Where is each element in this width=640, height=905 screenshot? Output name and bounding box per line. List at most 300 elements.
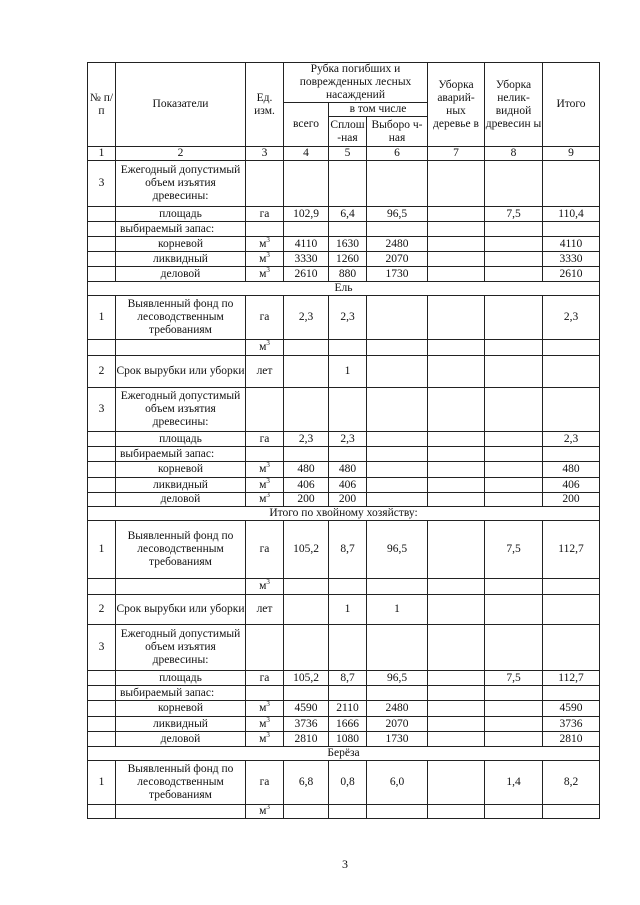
solid-cell: 1260 xyxy=(329,252,367,267)
indicator-cell: ликвидный xyxy=(116,252,246,267)
illiquid-cell xyxy=(485,462,543,478)
emergency-cell xyxy=(428,340,485,356)
indicator-cell xyxy=(116,579,246,595)
total-all-cell: 2610 xyxy=(284,267,329,282)
solid-cell xyxy=(329,579,367,595)
column-number: 4 xyxy=(284,147,329,161)
solid-cell xyxy=(329,447,367,462)
section-row xyxy=(88,747,600,761)
selective-cell xyxy=(367,161,428,207)
total-all-cell xyxy=(284,595,329,625)
illiquid-cell xyxy=(485,701,543,717)
indicator-cell: корневой xyxy=(116,701,246,717)
row-num-cell: 3 xyxy=(88,625,116,671)
row-num-cell xyxy=(88,267,116,282)
unit-label: м xyxy=(259,252,267,265)
unit-cell: $м^3$ xyxy=(246,701,284,717)
header-indicators: Показатели xyxy=(116,63,246,147)
unit-label: м xyxy=(259,463,267,475)
unit-cell: га xyxy=(246,521,284,579)
solid-cell xyxy=(329,222,367,237)
solid-cell xyxy=(329,805,367,819)
total-all-cell xyxy=(284,161,329,207)
emergency-cell xyxy=(428,388,485,432)
row-total-cell xyxy=(543,447,600,462)
row-total-cell: 3330 xyxy=(543,252,600,267)
table-row xyxy=(88,595,600,625)
header-illiquid: Уборка нелик-видной древесин ы xyxy=(485,63,543,147)
unit-cell: $м^3$ xyxy=(246,340,284,356)
row-num-cell xyxy=(88,686,116,701)
header-total-col: всего xyxy=(284,103,329,147)
emergency-cell xyxy=(428,267,485,282)
row-num-cell: 1 xyxy=(88,761,116,805)
unit-cell xyxy=(246,447,284,462)
unit-cell: $м^3$ xyxy=(246,732,284,747)
selective-cell: 96,5 xyxy=(367,207,428,222)
total-all-cell xyxy=(284,579,329,595)
illiquid-cell xyxy=(485,222,543,237)
emergency-cell xyxy=(428,521,485,579)
selective-cell: 2480 xyxy=(367,237,428,252)
table-row xyxy=(88,761,600,805)
row-total-cell xyxy=(543,356,600,388)
unit-cell: га xyxy=(246,671,284,686)
total-all-cell: 406 xyxy=(284,478,329,493)
header-solid: Сплош -ная xyxy=(329,117,367,147)
row-total-cell xyxy=(543,388,600,432)
total-all-cell xyxy=(284,805,329,819)
total-all-cell: 4590 xyxy=(284,701,329,717)
indicator-cell: выбираемый запас: xyxy=(116,686,246,701)
table-row xyxy=(88,447,600,462)
header-felling-group: Рубка погибших и поврежденных лесных насаждений xyxy=(284,63,428,103)
unit-cell: лет xyxy=(246,595,284,625)
column-number: 7 xyxy=(428,147,485,161)
row-total-cell xyxy=(543,686,600,701)
total-all-cell xyxy=(284,340,329,356)
solid-cell: 0,8 xyxy=(329,761,367,805)
table-row xyxy=(88,805,600,819)
selective-cell xyxy=(367,625,428,671)
indicator-cell: Ежегодный допустимый объем изъятия древесины: xyxy=(116,625,246,671)
row-total-cell xyxy=(543,595,600,625)
total-all-cell xyxy=(284,356,329,388)
column-number: 2 xyxy=(116,147,246,161)
indicator-cell: Выявленный фонд по лесоводственным требованиям xyxy=(116,521,246,579)
table-row xyxy=(88,686,600,701)
unit-label: м xyxy=(259,478,267,491)
emergency-cell xyxy=(428,252,485,267)
selective-cell: 2070 xyxy=(367,717,428,732)
unit-cell: $м^3$ xyxy=(246,462,284,478)
indicator-cell: ликвидный xyxy=(116,717,246,732)
column-number: 6 xyxy=(367,147,428,161)
solid-cell: 880 xyxy=(329,267,367,282)
row-total-cell: 4110 xyxy=(543,237,600,252)
row-total-cell xyxy=(543,625,600,671)
emergency-cell xyxy=(428,625,485,671)
emergency-cell xyxy=(428,805,485,819)
selective-cell: 2480 xyxy=(367,701,428,717)
unit-label: м xyxy=(259,341,267,353)
row-total-cell: 2810 xyxy=(543,732,600,747)
table-row xyxy=(88,432,600,447)
emergency-cell xyxy=(428,761,485,805)
page-number: 3 xyxy=(342,857,348,871)
table-row xyxy=(88,267,600,282)
illiquid-cell xyxy=(485,340,543,356)
total-all-cell: 2,3 xyxy=(284,296,329,340)
solid-cell: 406 xyxy=(329,478,367,493)
solid-cell: 200 xyxy=(329,493,367,507)
solid-cell: 1 xyxy=(329,595,367,625)
table-row xyxy=(88,462,600,478)
header-including: в том числе xyxy=(329,103,428,117)
row-num-cell xyxy=(88,671,116,686)
row-total-cell xyxy=(543,340,600,356)
row-total-cell: 3736 xyxy=(543,717,600,732)
solid-cell: 480 xyxy=(329,462,367,478)
illiquid-cell: 7,5 xyxy=(485,521,543,579)
table-row xyxy=(88,732,600,747)
indicator-cell: Выявленный фонд по лесоводственным требованиям xyxy=(116,761,246,805)
row-total-cell: 2,3 xyxy=(543,296,600,340)
selective-cell: 2070 xyxy=(367,252,428,267)
emergency-cell xyxy=(428,732,485,747)
illiquid-cell xyxy=(485,161,543,207)
emergency-cell xyxy=(428,447,485,462)
unit-cell: $м^3$ xyxy=(246,267,284,282)
emergency-cell xyxy=(428,493,485,507)
unit-cell: га xyxy=(246,432,284,447)
total-all-cell: 105,2 xyxy=(284,521,329,579)
indicator-cell xyxy=(116,340,246,356)
selective-cell xyxy=(367,462,428,478)
unit-cell: $м^3$ xyxy=(246,805,284,819)
solid-cell: 6,4 xyxy=(329,207,367,222)
header-unit: Ед. изм. xyxy=(246,63,284,147)
unit-cell: $м^3$ xyxy=(246,717,284,732)
unit-cell: $м^3$ xyxy=(246,478,284,493)
selective-cell: 96,5 xyxy=(367,521,428,579)
indicator-cell: Выявленный фонд по лесоводственным требованиям xyxy=(116,296,246,340)
unit-label: м xyxy=(259,493,267,505)
table-row xyxy=(88,207,600,222)
indicator-cell: корневой xyxy=(116,237,246,252)
indicator-cell: выбираемый запас: xyxy=(116,447,246,462)
row-total-cell: 112,7 xyxy=(543,671,600,686)
column-number: 5 xyxy=(329,147,367,161)
indicator-cell: площадь xyxy=(116,671,246,686)
solid-cell xyxy=(329,161,367,207)
unit-cell: $м^3$ xyxy=(246,493,284,507)
unit-label: м xyxy=(259,702,267,714)
row-num-cell xyxy=(88,340,116,356)
emergency-cell xyxy=(428,671,485,686)
table-row xyxy=(88,717,600,732)
emergency-cell xyxy=(428,207,485,222)
row-num-cell xyxy=(88,717,116,732)
row-num-cell xyxy=(88,237,116,252)
total-all-cell: 4110 xyxy=(284,237,329,252)
row-total-cell: 4590 xyxy=(543,701,600,717)
selective-cell xyxy=(367,493,428,507)
illiquid-cell xyxy=(485,805,543,819)
illiquid-cell xyxy=(485,625,543,671)
row-num-cell: 2 xyxy=(88,356,116,388)
total-all-cell: 2810 xyxy=(284,732,329,747)
indicator-cell: ликвидный xyxy=(116,478,246,493)
indicator-cell: Ежегодный допустимый объем изъятия древесины: xyxy=(116,388,246,432)
total-all-cell: 105,2 xyxy=(284,671,329,686)
table-row xyxy=(88,625,600,671)
emergency-cell xyxy=(428,717,485,732)
indicator-cell: Ежегодный допустимый объем изъятия древесины: xyxy=(116,161,246,207)
column-number: 8 xyxy=(485,147,543,161)
solid-cell: 8,7 xyxy=(329,521,367,579)
illiquid-cell xyxy=(485,432,543,447)
selective-cell xyxy=(367,805,428,819)
unit-cell xyxy=(246,161,284,207)
selective-cell xyxy=(367,579,428,595)
emergency-cell xyxy=(428,579,485,595)
total-all-cell: 200 xyxy=(284,493,329,507)
unit-label: м xyxy=(259,580,267,592)
illiquid-cell xyxy=(485,478,543,493)
selective-cell xyxy=(367,388,428,432)
table-row xyxy=(88,701,600,717)
row-total-cell: 2610 xyxy=(543,267,600,282)
unit-cell: $м^3$ xyxy=(246,252,284,267)
unit-cell: га xyxy=(246,296,284,340)
illiquid-cell: 7,5 xyxy=(485,207,543,222)
emergency-cell xyxy=(428,161,485,207)
unit-cell: $м^3$ xyxy=(246,579,284,595)
solid-cell: 2,3 xyxy=(329,432,367,447)
indicator-cell: деловой xyxy=(116,493,246,507)
indicator-cell: площадь xyxy=(116,432,246,447)
emergency-cell xyxy=(428,595,485,625)
illiquid-cell xyxy=(485,686,543,701)
emergency-cell xyxy=(428,432,485,447)
unit-label: м xyxy=(259,717,267,730)
unit-cell: $м^3$ xyxy=(246,237,284,252)
selective-cell: 1730 xyxy=(367,267,428,282)
selective-cell: 6,0 xyxy=(367,761,428,805)
indicator-cell: выбираемый запас: xyxy=(116,222,246,237)
emergency-cell xyxy=(428,701,485,717)
unit-label: м xyxy=(259,267,267,280)
column-number: 1 xyxy=(88,147,116,161)
row-num-cell xyxy=(88,462,116,478)
illiquid-cell: 7,5 xyxy=(485,671,543,686)
row-num-cell xyxy=(88,222,116,237)
illiquid-cell xyxy=(485,388,543,432)
unit-label: м xyxy=(259,237,267,250)
row-num-cell xyxy=(88,493,116,507)
row-num-cell xyxy=(88,701,116,717)
indicator-cell: деловой xyxy=(116,732,246,747)
total-all-cell: 480 xyxy=(284,462,329,478)
solid-cell: 1666 xyxy=(329,717,367,732)
indicator-cell: Срок вырубки или уборки xyxy=(116,356,246,388)
solid-cell: 8,7 xyxy=(329,671,367,686)
row-num-cell xyxy=(88,478,116,493)
table-row xyxy=(88,521,600,579)
header-total: Итого xyxy=(543,63,600,147)
solid-cell xyxy=(329,340,367,356)
row-total-cell: 406 xyxy=(543,478,600,493)
indicator-cell: площадь xyxy=(116,207,246,222)
row-num-cell xyxy=(88,805,116,819)
row-total-cell xyxy=(543,579,600,595)
solid-cell: 1630 xyxy=(329,237,367,252)
row-total-cell: 112,7 xyxy=(543,521,600,579)
column-number: 9 xyxy=(543,147,600,161)
table-row xyxy=(88,222,600,237)
emergency-cell xyxy=(428,478,485,493)
illiquid-cell xyxy=(485,356,543,388)
emergency-cell xyxy=(428,462,485,478)
selective-cell xyxy=(367,222,428,237)
selective-cell: 1730 xyxy=(367,732,428,747)
section-label: Итого по хвойному хозяйству: xyxy=(88,507,600,521)
row-num-cell: 3 xyxy=(88,388,116,432)
section-label: Берёза xyxy=(88,747,600,761)
forest-felling-table xyxy=(87,62,600,819)
unit-cell xyxy=(246,686,284,701)
selective-cell xyxy=(367,432,428,447)
row-total-cell xyxy=(543,222,600,237)
row-num-cell xyxy=(88,447,116,462)
indicator-cell: Срок вырубки или уборки xyxy=(116,595,246,625)
row-num-cell xyxy=(88,432,116,447)
indicator-cell: корневой xyxy=(116,462,246,478)
illiquid-cell xyxy=(485,447,543,462)
selective-cell xyxy=(367,447,428,462)
header-emergency: Уборка аварий-ных деревье в xyxy=(428,63,485,147)
illiquid-cell: 1,4 xyxy=(485,761,543,805)
table-row xyxy=(88,478,600,493)
unit-cell xyxy=(246,222,284,237)
selective-cell xyxy=(367,340,428,356)
solid-cell xyxy=(329,388,367,432)
table-row xyxy=(88,296,600,340)
section-label: Ель xyxy=(88,282,600,296)
emergency-cell xyxy=(428,296,485,340)
total-all-cell xyxy=(284,388,329,432)
emergency-cell xyxy=(428,356,485,388)
unit-cell: га xyxy=(246,761,284,805)
row-num-cell: 2 xyxy=(88,595,116,625)
solid-cell: 2110 xyxy=(329,701,367,717)
unit-label: м xyxy=(259,805,267,817)
emergency-cell xyxy=(428,686,485,701)
total-all-cell xyxy=(284,686,329,701)
illiquid-cell xyxy=(485,493,543,507)
table-row xyxy=(88,237,600,252)
row-total-cell xyxy=(543,161,600,207)
row-num-cell: 3 xyxy=(88,161,116,207)
total-all-cell: 3736 xyxy=(284,717,329,732)
total-all-cell: 2,3 xyxy=(284,432,329,447)
illiquid-cell xyxy=(485,595,543,625)
emergency-cell xyxy=(428,237,485,252)
emergency-cell xyxy=(428,222,485,237)
illiquid-cell xyxy=(485,252,543,267)
total-all-cell: 6,8 xyxy=(284,761,329,805)
section-row xyxy=(88,507,600,521)
solid-cell: 1 xyxy=(329,356,367,388)
selective-cell xyxy=(367,296,428,340)
table-row xyxy=(88,493,600,507)
illiquid-cell xyxy=(485,267,543,282)
row-total-cell: 200 xyxy=(543,493,600,507)
column-number: 3 xyxy=(246,147,284,161)
row-total-cell xyxy=(543,805,600,819)
solid-cell: 2,3 xyxy=(329,296,367,340)
indicator-cell xyxy=(116,805,246,819)
unit-cell xyxy=(246,625,284,671)
row-total-cell: 2,3 xyxy=(543,432,600,447)
table-row xyxy=(88,340,600,356)
row-num-cell xyxy=(88,732,116,747)
selective-cell xyxy=(367,478,428,493)
illiquid-cell xyxy=(485,717,543,732)
total-all-cell xyxy=(284,222,329,237)
total-all-cell xyxy=(284,625,329,671)
selective-cell: 1 xyxy=(367,595,428,625)
solid-cell: 1080 xyxy=(329,732,367,747)
illiquid-cell xyxy=(485,237,543,252)
unit-cell xyxy=(246,388,284,432)
section-row xyxy=(88,282,600,296)
total-all-cell: 3330 xyxy=(284,252,329,267)
header-num: № п/ п xyxy=(88,63,116,147)
row-total-cell: 8,2 xyxy=(543,761,600,805)
illiquid-cell xyxy=(485,732,543,747)
table-row xyxy=(88,388,600,432)
row-total-cell: 480 xyxy=(543,462,600,478)
table-row xyxy=(88,579,600,595)
illiquid-cell xyxy=(485,296,543,340)
row-total-cell: 110,4 xyxy=(543,207,600,222)
row-num-cell xyxy=(88,252,116,267)
selective-cell xyxy=(367,356,428,388)
row-num-cell xyxy=(88,207,116,222)
row-num-cell: 1 xyxy=(88,521,116,579)
table-row xyxy=(88,671,600,686)
table-row xyxy=(88,356,600,388)
selective-cell xyxy=(367,686,428,701)
row-num-cell xyxy=(88,579,116,595)
solid-cell xyxy=(329,625,367,671)
unit-label: м xyxy=(259,732,267,745)
table-row xyxy=(88,252,600,267)
header-selective: Выборо ч-ная xyxy=(367,117,428,147)
illiquid-cell xyxy=(485,579,543,595)
row-num-cell: 1 xyxy=(88,296,116,340)
total-all-cell: 102,9 xyxy=(284,207,329,222)
total-all-cell xyxy=(284,447,329,462)
selective-cell: 96,5 xyxy=(367,671,428,686)
unit-cell: га xyxy=(246,207,284,222)
unit-cell: лет xyxy=(246,356,284,388)
indicator-cell: деловой xyxy=(116,267,246,282)
table-row xyxy=(88,161,600,207)
solid-cell xyxy=(329,686,367,701)
